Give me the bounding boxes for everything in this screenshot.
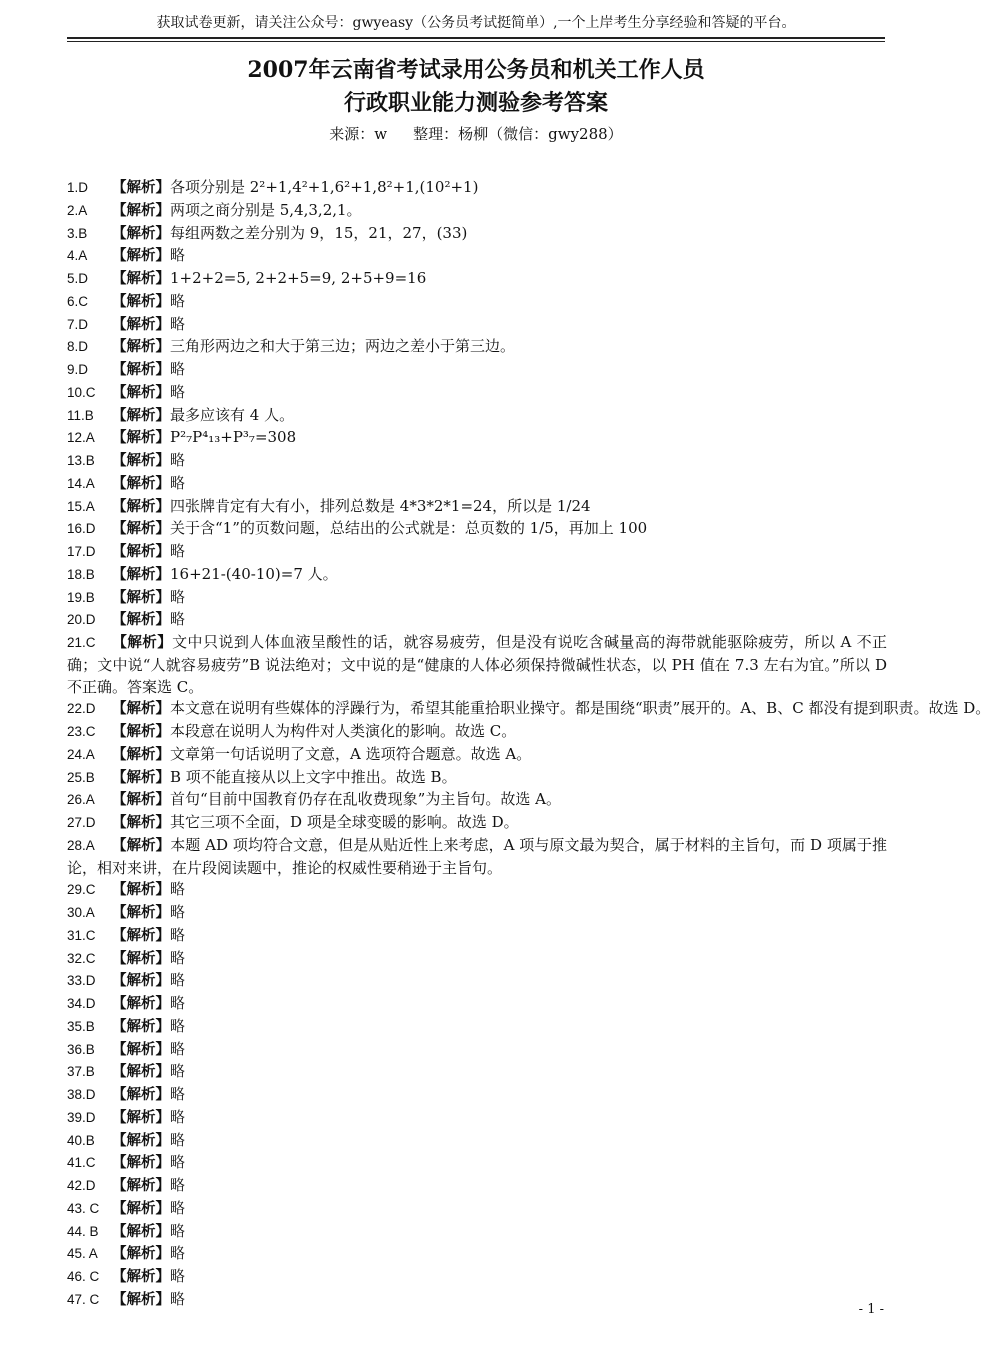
analysis-tag: 【解析】 [112,339,170,356]
analysis-tag: 【解析】 [112,837,171,854]
answer-number: 25.B [67,769,95,785]
answer-row [67,268,887,291]
answer-row [67,812,887,835]
answer-number: 26.A [67,792,95,808]
analysis-text: 两项之商分别是 5,4,3,2,1。 [170,200,362,219]
analysis-text: B 项不能直接从以上文字中推出。故选 B。 [170,767,457,786]
answer-number: 7.D [67,316,89,332]
analysis-tag: 【解析】 [112,225,170,242]
answer-row [67,835,887,880]
answer-number: 32.C [67,950,96,966]
analysis-text: 略 [170,971,186,990]
answer-row [67,1175,887,1198]
answer-number: 18.B [67,566,95,582]
answer-number: 38.D [67,1087,96,1102]
analysis-text: 本题 AD 项均符合文意，但是从贴近性上来考虑，A 项与原文最为契合，属于材料的主旨句，而 D 项属于推论，相对来讲，在片段阅读题中，推论的权威性要稍逊于主旨句。 [67,835,887,877]
answer-row [67,902,887,925]
analysis-tag: 【解析】 [112,589,170,606]
answer-row [67,1084,887,1107]
analysis-text: 略 [170,1267,186,1285]
answer-number: 35.B [67,1018,95,1034]
answer-row [67,359,887,382]
analysis-tag: 【解析】 [112,1041,170,1058]
answer-number: 3.B [67,225,88,241]
answer-number: 8.D [67,339,89,355]
analysis-tag: 【解析】 [112,996,170,1012]
answer-number: 31.C [67,927,96,943]
answer-row [67,1243,887,1266]
answer-number: 23.C [67,724,96,739]
answer-number: 47. C [67,1291,100,1307]
analysis-text: 每组两数之差分别为 9，15，21，27，(33) [170,223,468,242]
analysis-text: 本文意在说明有些媒体的浮躁行为，希望其能重拾职业操守。都是围绕“职责”展开的。A、B、C 都没有提到职责。故选 D。 [170,699,990,718]
analysis-tag: 【解析】 [112,453,170,469]
analysis-text: 首句“目前中国教育仍存在乱收费现象”为主旨句。故选 A。 [170,790,561,809]
analysis-tag: 【解析】 [112,566,170,583]
analysis-text: 略 [170,1289,186,1308]
answer-row [67,632,887,698]
analysis-tag: 【解析】 [112,180,170,196]
analysis-tag: 【解析】 [112,792,170,809]
analysis-tag: 【解析】 [112,407,170,424]
answer-row [67,609,887,632]
answer-row [67,1289,887,1312]
analysis-text: 略 [170,1221,186,1240]
answer-row [67,1221,887,1244]
page-number: - 1 - [858,1302,884,1317]
analysis-tag: 【解析】 [112,769,170,786]
answer-number: 44. B [67,1223,99,1239]
analysis-tag: 【解析】 [112,882,170,899]
answer-row [67,698,990,721]
answer-row [67,948,887,971]
answer-number: 16.D [67,521,96,537]
answer-row [67,291,887,314]
analysis-tag: 【解析】 [112,927,170,944]
analysis-text: 略 [170,1244,186,1263]
answer-row [67,1039,887,1062]
document-subtitle: 行政职业能力测验参考答案 [343,90,608,116]
answer-number: 28.A [67,837,95,853]
analysis-text: 略 [170,925,186,944]
analysis-text: 略 [170,1039,186,1058]
analysis-text: 本段意在说明人为构件对人类演化的影响。故选 C。 [170,722,517,740]
answer-row [67,1016,887,1039]
analysis-tag: 【解析】 [112,815,170,831]
answer-row [67,223,887,246]
header-rule-thin [67,41,885,42]
answer-number: 41.C [67,1155,96,1171]
analysis-text: 关于含“1”的页数问题，总结出的公式就是：总页数的 1/5，再加上 100 [170,519,648,538]
analysis-tag: 【解析】 [112,1269,170,1285]
analysis-tag: 【解析】 [112,1018,170,1035]
answer-row [67,314,887,337]
answer-number: 21.C [67,635,96,650]
analysis-tag: 【解析】 [112,293,170,310]
answer-number: 10.C [67,384,96,400]
answer-row [67,518,887,541]
analysis-tag: 【解析】 [112,1291,170,1308]
answer-number: 45. A [67,1246,98,1262]
analysis-text: 略 [170,382,186,401]
analysis-text: 略 [170,948,186,967]
analysis-tag: 【解析】 [112,746,170,763]
analysis-text: 略 [170,451,186,469]
answer-row [67,744,887,767]
answer-row [67,1152,887,1175]
analysis-tag: 【解析】 [112,905,170,921]
analysis-tag: 【解析】 [112,316,170,333]
analysis-tag: 【解析】 [112,430,170,447]
answer-number: 24.A [67,746,95,762]
analysis-text: 最多应该有 4 人。 [170,405,295,424]
analysis-tag: 【解析】 [112,1223,170,1240]
answer-number: 11.B [67,407,94,423]
answer-row [67,993,887,1016]
answer-row [67,496,887,519]
answer-row [67,245,887,268]
analysis-text: 16+21-(40-10)=7 人。 [170,564,338,583]
analysis-tag: 【解析】 [112,1200,170,1217]
analysis-text: 略 [170,994,186,1012]
answer-number: 43. C [67,1200,100,1216]
analysis-text: 略 [170,1176,186,1194]
analysis-text: 略 [170,1085,186,1103]
answer-number: 33.D [67,973,96,989]
analysis-text: 略 [170,1130,186,1149]
answer-number: 46. C [67,1269,100,1284]
analysis-tag: 【解析】 [112,1246,170,1263]
analysis-tag: 【解析】 [112,384,170,401]
answer-row [67,450,887,473]
answer-row [67,177,887,200]
answer-number: 1.D [67,180,89,195]
analysis-tag: 【解析】 [112,612,170,629]
answer-number: 20.D [67,612,96,628]
analysis-text: 三角形两边之和大于第三边；两边之差小于第三边。 [170,337,516,356]
analysis-text: 1+2+2=5, 2+2+5=9, 2+5+9=16 [170,269,427,287]
document-title: 2007年云南省考试录用公务员和机关工作人员 [247,57,705,83]
answer-row [67,1061,887,1084]
answer-row [67,970,887,993]
answer-number: 34.D [67,996,96,1011]
answer-number: 27.D [67,815,96,830]
analysis-tag: 【解析】 [112,1178,170,1194]
answer-row [67,405,887,428]
analysis-tag: 【解析】 [112,271,170,287]
analysis-text: 略 [170,542,186,560]
answer-number: 12.A [67,430,95,446]
analysis-text: 略 [170,473,186,492]
answer-row [67,541,887,564]
analysis-text: 略 [170,360,186,378]
analysis-tag: 【解析】 [112,701,170,718]
analysis-text: 略 [170,880,186,899]
answer-number: 36.B [67,1041,95,1057]
answer-number: 42.D [67,1178,96,1193]
analysis-tag: 【解析】 [112,1109,170,1126]
analysis-tag: 【解析】 [112,1087,170,1103]
answer-number: 22.D [67,701,96,717]
answer-number: 2.A [67,202,88,218]
analysis-text: 四张牌肯定有大有小，排列总数是 4*3*2*1=24，所以是 1/24 [170,496,591,515]
answer-row [67,382,887,405]
answer-row [67,1107,887,1130]
analysis-tag: 【解析】 [112,475,170,492]
answer-number: 37.B [67,1064,95,1080]
answer-row [67,789,887,812]
analysis-text: 各项分别是 2²+1,4²+1,6²+1,8²+1,(10²+1) [170,178,479,196]
analysis-text: 文中只说到人体血液呈酸性的话，就容易疲劳，但是没有说吃含碱量高的海带就能驱除疲劳，所以 A 不正确；文中说“人就容易疲劳”B 说法绝对；文中说的是“健康的人体必须保持微碱性状态，以 PH 值在 7.3 左右为宜。”所以 D 不正确。答案选 C。 [67,633,888,696]
analysis-tag: 【解析】 [112,1155,170,1172]
answer-number: 39.D [67,1109,96,1125]
answer-number: 29.C [67,882,96,898]
analysis-tag: 【解析】 [112,544,170,560]
answer-row [67,721,887,744]
analysis-tag: 【解析】 [112,950,170,967]
answer-number: 6.C [67,293,89,309]
answer-number: 13.B [67,453,95,468]
analysis-tag: 【解析】 [112,498,170,515]
analysis-text: P²₇P⁴₁₃+P³₇=308 [170,428,297,447]
answer-row [67,564,887,587]
answer-row [67,1130,887,1153]
analysis-tag: 【解析】 [112,521,170,538]
analysis-tag: 【解析】 [112,1132,170,1149]
answer-list [67,177,990,1312]
answer-row [67,1198,887,1221]
source-label: 来源：w [329,125,388,143]
answer-number: 40.B [67,1132,95,1148]
analysis-text: 略 [170,291,186,310]
analysis-text: 略 [170,903,186,921]
answer-row [67,336,887,359]
source-line [67,124,885,144]
answer-row [67,587,887,610]
answer-row [67,879,887,902]
analysis-tag: 【解析】 [112,973,170,990]
answer-row [67,767,887,790]
header-rule-thick [67,37,885,39]
analysis-text: 略 [170,587,186,606]
analysis-text: 略 [170,314,186,333]
answer-number: 15.A [67,498,95,514]
analysis-text: 略 [170,1198,186,1217]
analysis-text: 略 [170,610,186,629]
answer-row [67,200,887,223]
answer-row [67,925,887,948]
analysis-tag: 【解析】 [112,724,170,740]
answer-number: 30.A [67,905,95,920]
answer-number: 5.D [67,271,89,286]
analysis-tag: 【解析】 [112,362,170,378]
answer-row [67,473,887,496]
analysis-text: 略 [170,246,186,265]
page-header-notice: 获取试卷更新，请关注公众号：gwyeasy（公务员考试挺简单）,一个上岸考生分享经验和答疑的平台。 [156,15,796,31]
answer-row [67,427,887,450]
analysis-text: 文章第一句话说明了文意，A 选项符合题意。故选 A。 [170,744,532,763]
analysis-text: 略 [170,1153,186,1172]
answer-number: 14.A [67,475,95,491]
answer-number: 19.B [67,589,95,605]
analysis-tag: 【解析】 [112,1064,170,1081]
analysis-tag: 【解析】 [112,248,170,265]
analysis-tag: 【解析】 [112,202,170,219]
analysis-text: 略 [170,1062,186,1081]
answer-number: 4.A [67,248,88,264]
answer-row [67,1266,887,1289]
analysis-text: 其它三项不全面，D 项是全球变暖的影响。故选 D。 [170,813,519,831]
analysis-text: 略 [170,1107,186,1126]
answer-number: 17.D [67,544,96,559]
editor-label: 整理：杨柳（微信：gwy288） [413,125,623,143]
answer-number: 9.D [67,362,89,377]
analysis-text: 略 [170,1016,186,1035]
analysis-tag: 【解析】 [112,635,173,651]
